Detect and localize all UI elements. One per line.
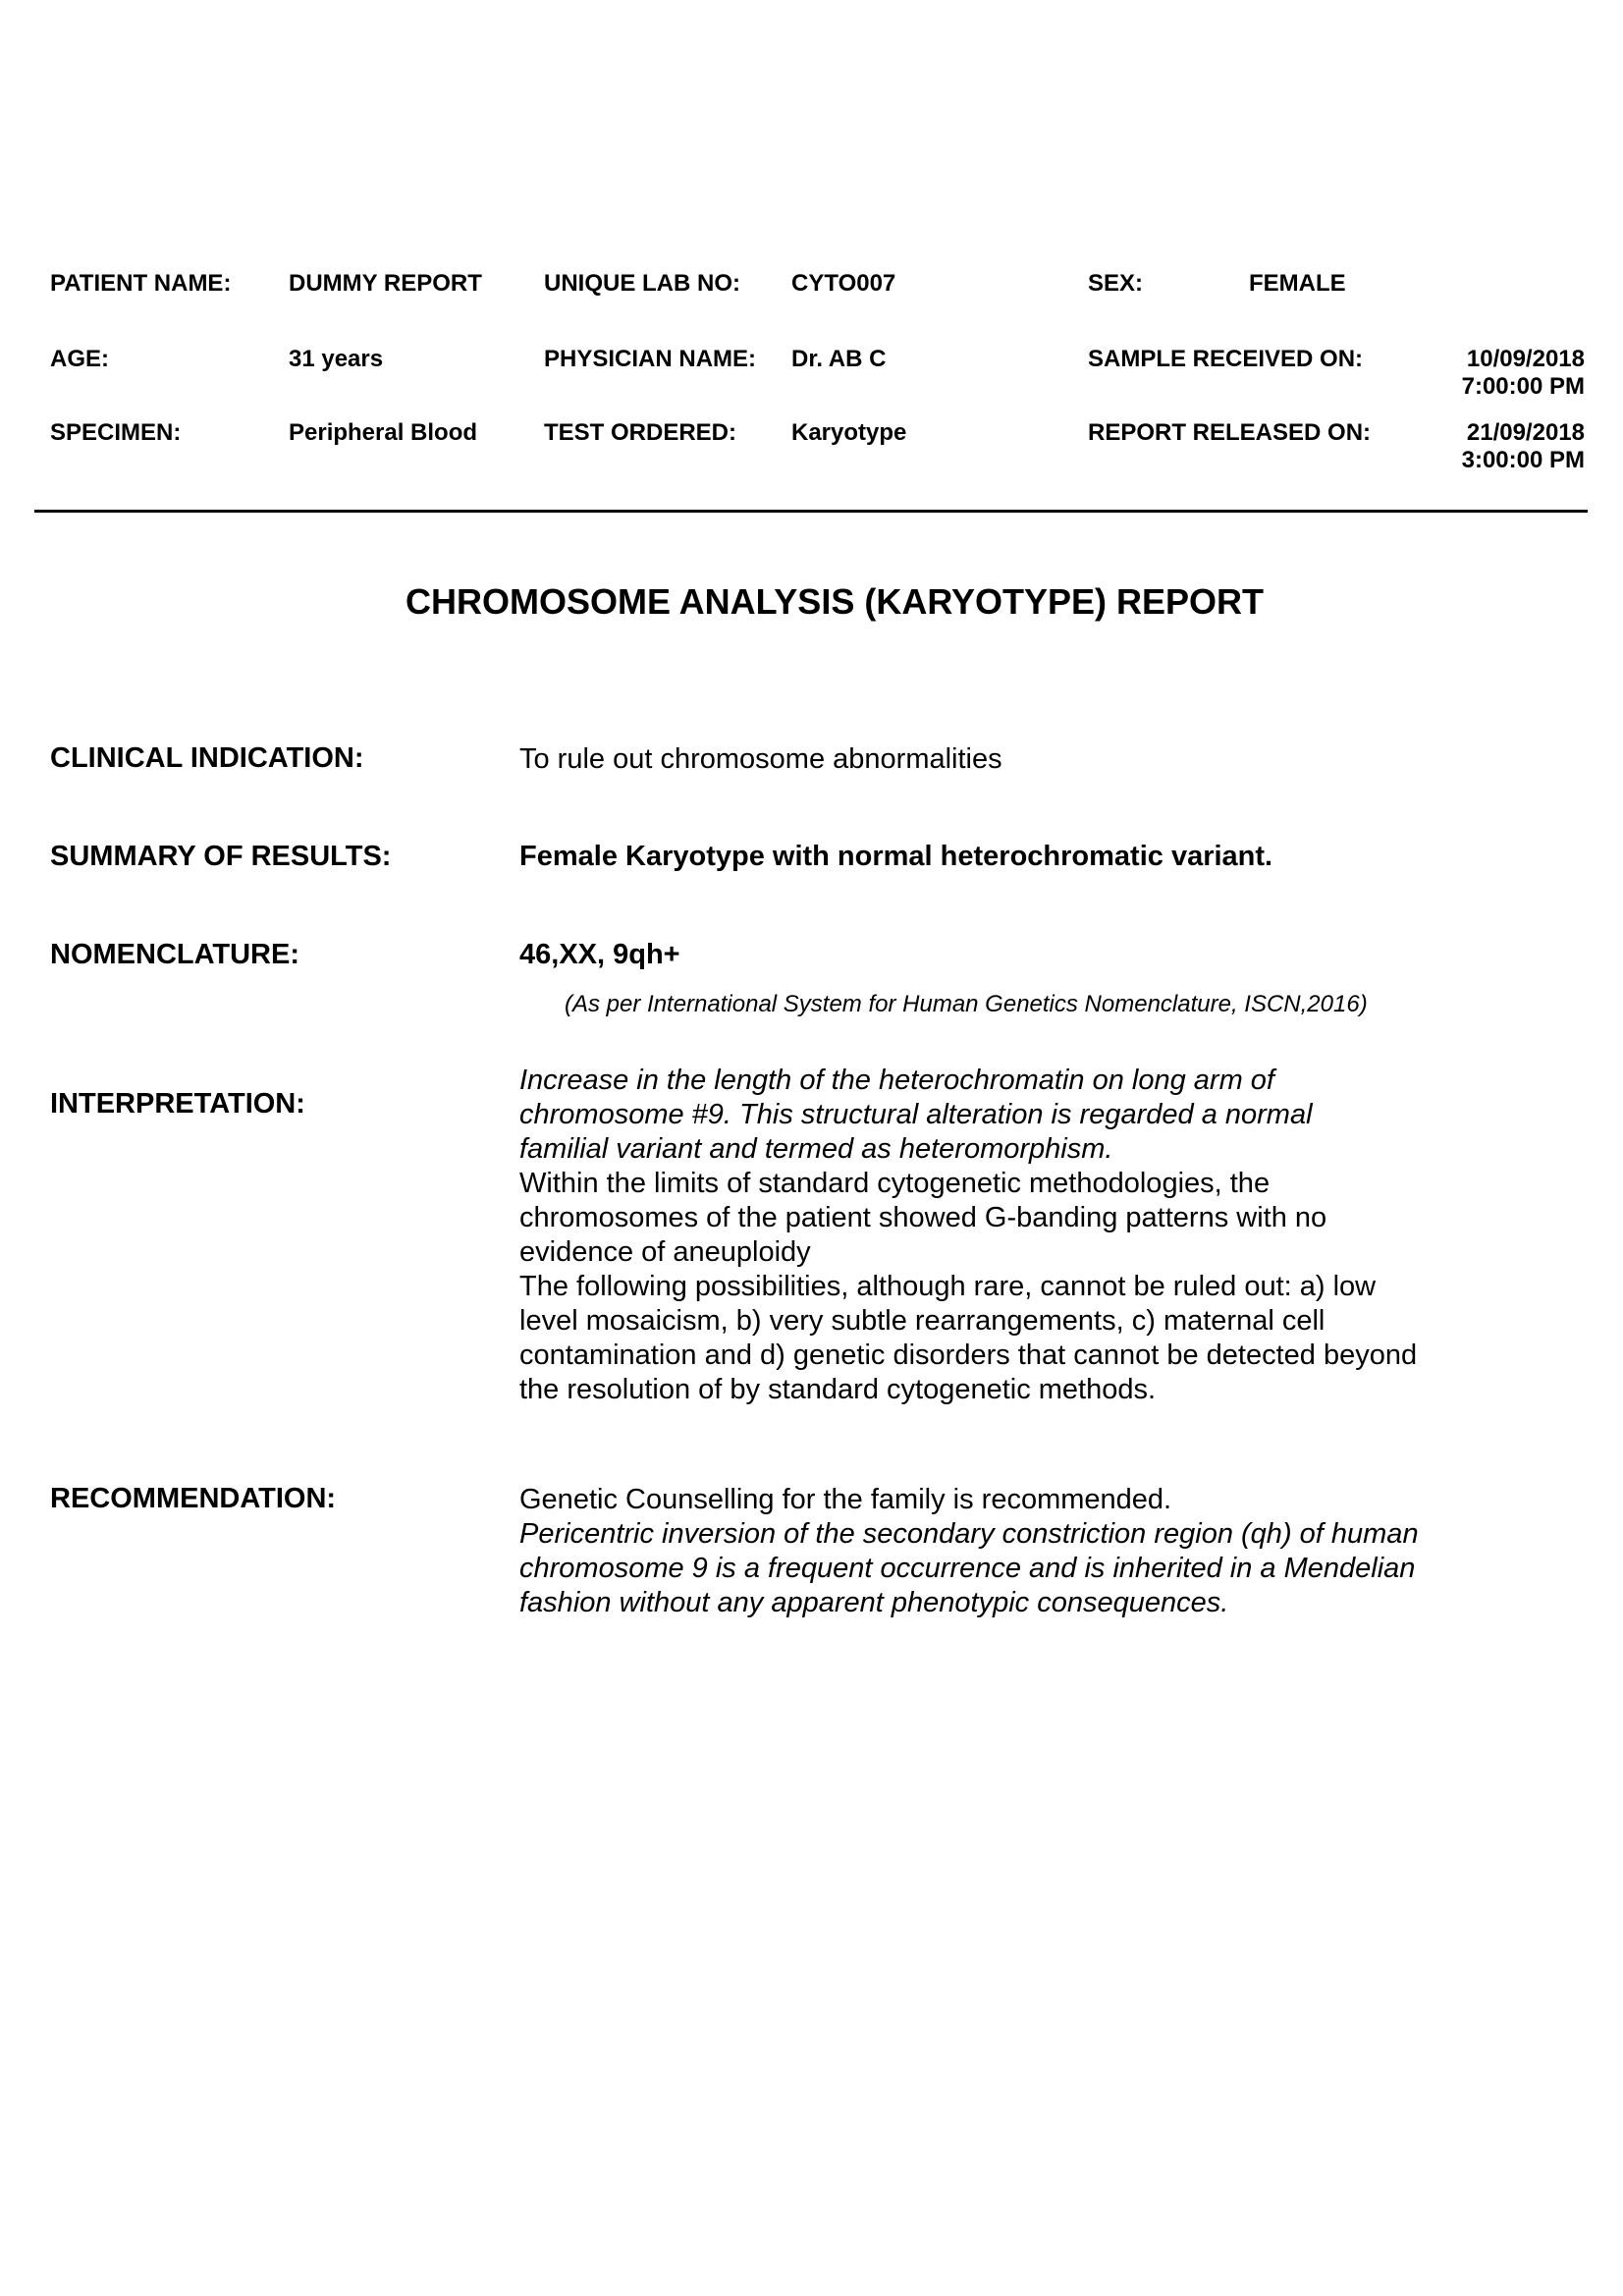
text-line: Increase in the length of the heterochromatin on long arm of [519, 1065, 1274, 1096]
sex-value: FEMALE [1249, 270, 1346, 297]
report-released-label: REPORT RELEASED ON: [1088, 419, 1372, 446]
recommendation-paragraph [519, 1483, 1501, 1517]
test-ordered-value: Karyotype [791, 419, 907, 446]
recommendation-body [519, 1483, 1501, 1620]
text-line: chromosome #9. This structural alteration is regarded a normal [519, 1099, 1313, 1130]
recommendation-label: RECOMMENDATION: [50, 1483, 337, 1514]
text-line: The following possibilities, although rare, cannot be ruled out: a) low [519, 1271, 1377, 1302]
recommendation-paragraph [519, 1517, 1501, 1620]
text-line: chromosome 9 is a frequent occurrence and is inherited in a Mendelian [519, 1553, 1416, 1584]
interpretation-label: INTERPRETATION: [50, 1088, 305, 1120]
age-label: AGE: [50, 346, 109, 372]
patient-name-value: DUMMY REPORT [289, 270, 482, 297]
physician-name-value: Dr. AB C [791, 346, 887, 372]
report-released-time: 3:00:00 PM [1461, 447, 1585, 473]
nomenclature-note: (As per International System for Human Genetics Nomenclature, ISCN,2016) [565, 991, 1368, 1017]
header-divider [34, 510, 1588, 513]
clinical-indication-value: To rule out chromosome abnormalities [519, 743, 1002, 775]
summary-of-results-label: SUMMARY OF RESULTS: [50, 841, 392, 872]
physician-name-label: PHYSICIAN NAME: [544, 346, 757, 372]
text-line: Genetic Counselling for the family is recommended. [519, 1484, 1172, 1515]
interpretation-paragraph [519, 1270, 1501, 1407]
sample-received-date: 10/09/2018 [1466, 346, 1585, 372]
specimen-value: Peripheral Blood [289, 419, 478, 446]
sample-received-time: 7:00:00 PM [1461, 373, 1585, 400]
nomenclature-value: 46,XX, 9qh+ [519, 939, 680, 970]
interpretation-paragraph [519, 1167, 1501, 1270]
sex-label: SEX: [1088, 270, 1144, 297]
text-line: contamination and d) genetic disorders that cannot be detected beyond [519, 1339, 1418, 1371]
sample-received-label: SAMPLE RECEIVED ON: [1088, 346, 1364, 372]
interpretation-body [519, 1064, 1501, 1407]
patient-name-label: PATIENT NAME: [50, 270, 232, 297]
text-line: Within the limits of standard cytogenetic methodologies, the [519, 1168, 1271, 1199]
text-line: familial variant and termed as heteromorphism. [519, 1133, 1113, 1165]
text-line: evidence of aneuploidy [519, 1236, 811, 1268]
report-title: CHROMOSOME ANALYSIS (KARYOTYPE) REPORT [405, 581, 1265, 622]
test-ordered-label: TEST ORDERED: [544, 419, 737, 446]
age-value: 31 years [289, 346, 384, 372]
text-line: Pericentric inversion of the secondary constriction region (qh) of human [519, 1518, 1419, 1550]
interpretation-paragraph [519, 1064, 1501, 1167]
unique-lab-no-label: UNIQUE LAB NO: [544, 270, 740, 297]
unique-lab-no-value: CYTO007 [791, 270, 896, 297]
report-released-date: 21/09/2018 [1466, 419, 1585, 446]
text-line: fashion without any apparent phenotypic consequences. [519, 1587, 1229, 1618]
text-line: the resolution of by standard cytogenetic methods. [519, 1374, 1157, 1405]
text-line: chromosomes of the patient showed G-banding patterns with no [519, 1202, 1327, 1233]
nomenclature-label: NOMENCLATURE: [50, 939, 299, 970]
summary-of-results-value: Female Karyotype with normal heterochromatic variant. [519, 841, 1273, 872]
specimen-label: SPECIMEN: [50, 419, 182, 446]
text-line: level mosaicism, b) very subtle rearrangements, c) maternal cell [519, 1305, 1325, 1337]
clinical-indication-label: CLINICAL INDICATION: [50, 742, 364, 774]
